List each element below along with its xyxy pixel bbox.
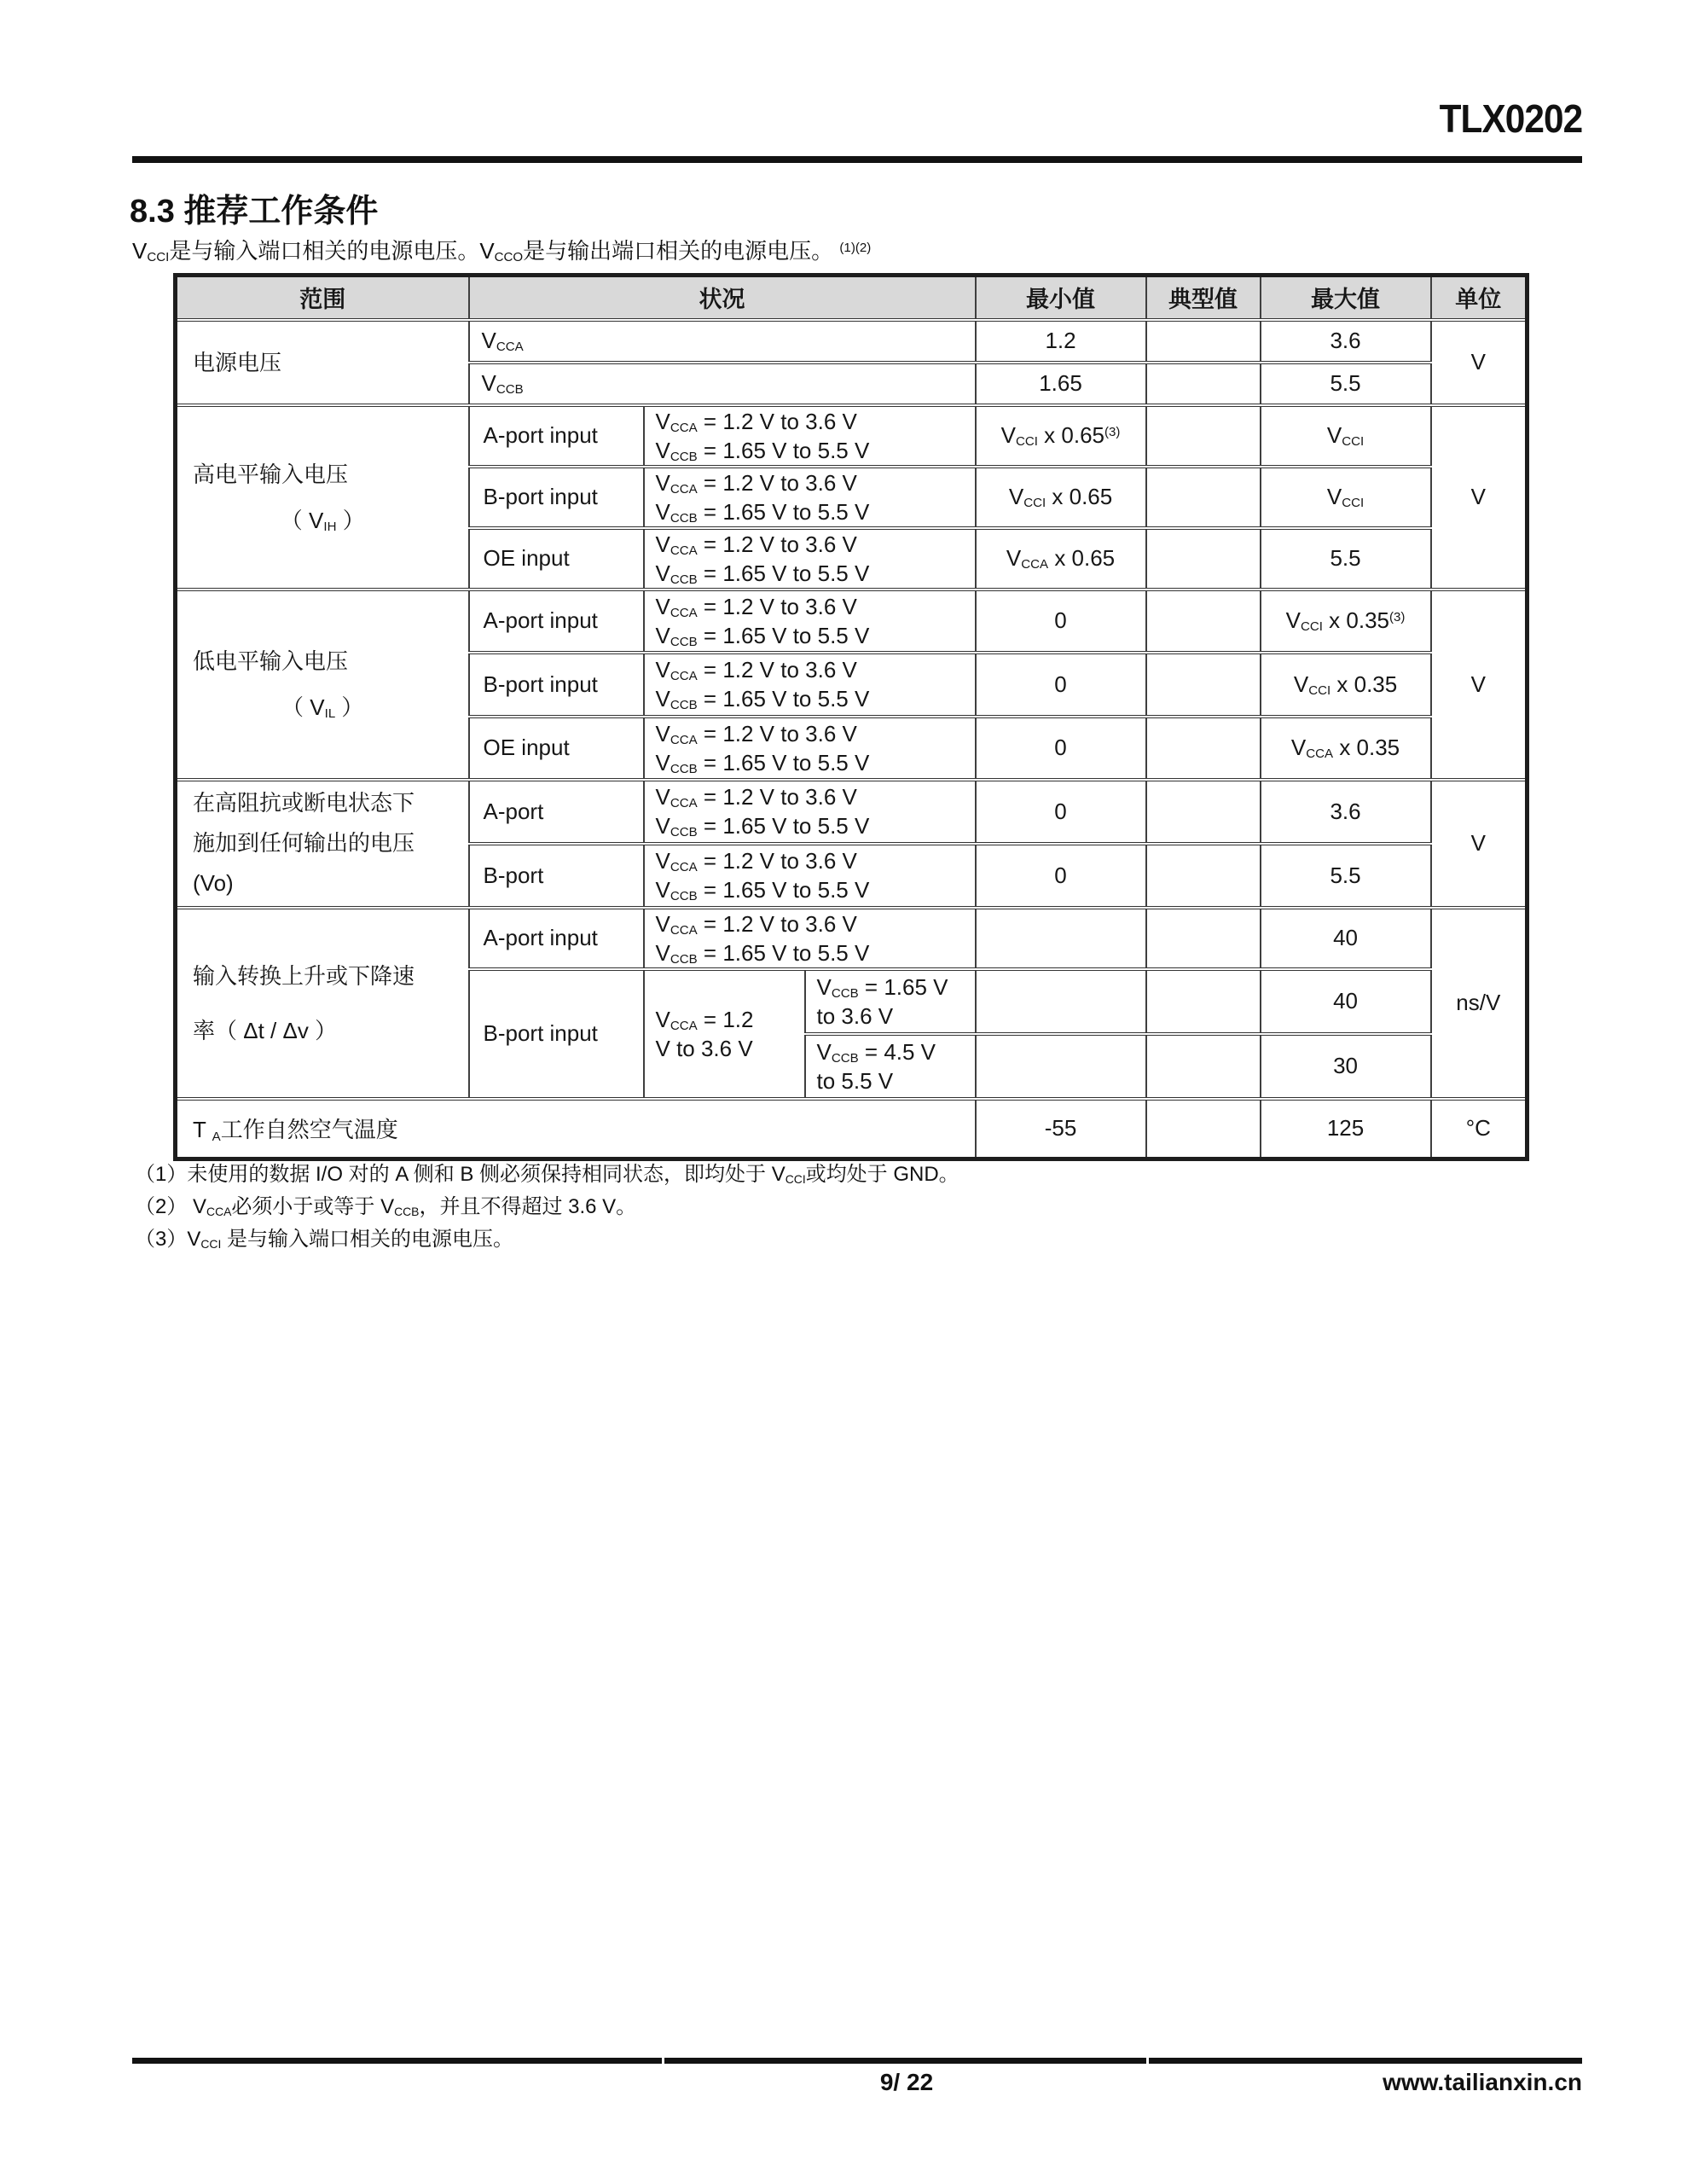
col-header-min: 最小值 xyxy=(976,276,1146,320)
condition-line: $V_{CCB} = 1.65$ V xyxy=(816,973,948,1001)
condition-line: $V_{CCB} = 1.65$ V to 5.5 V xyxy=(655,877,870,904)
typ-cell xyxy=(1146,717,1261,780)
col-header-max: 最大值 xyxy=(1261,276,1431,320)
condition-line: $V_{CCB} = 1.65$ V to 5.5 V xyxy=(655,813,870,840)
max-cell: 3.6 xyxy=(1261,320,1431,363)
port-cell: B-port input xyxy=(469,653,644,717)
table-row xyxy=(176,320,1528,363)
condition-cell: $V_{CCA}$ xyxy=(469,320,976,363)
footnote: （1）未使用的数据 I/O 对的 A 侧和 B 侧必须保持相同状态，即均处于 $V_{CCI}$或均处于 GND。 xyxy=(135,1163,959,1187)
min-cell xyxy=(976,969,1146,1034)
table-row xyxy=(176,908,1528,969)
footnote: （2） $V_{CCA}$必须小于或等于 $V_{CCB}$，并且不得超过 3.6 V。 xyxy=(135,1195,637,1219)
col-header-condition: 状况 xyxy=(469,276,976,320)
typ-cell xyxy=(1146,653,1261,717)
port-cell: OE input xyxy=(469,717,644,780)
table-header-row xyxy=(176,276,1528,320)
unit-cell: V xyxy=(1431,320,1528,405)
range-cell-line: 在高阻抗或断电状态下 xyxy=(193,790,415,816)
condition-line: $V_{CCB} = 1.65$ V to 5.5 V xyxy=(655,437,870,464)
unit-cell: V xyxy=(1431,780,1528,908)
col-header-typ: 典型值 xyxy=(1146,276,1261,320)
condition-line: $V_{CCB} = 1.65$ V to 5.5 V xyxy=(655,749,870,776)
condition-line: $V_{CCA} = 1.2$ V to 3.6 V xyxy=(655,657,857,684)
min-cell xyxy=(976,908,1146,969)
section-title: 8.3 推荐工作条件 xyxy=(130,194,379,229)
min-cell: 0 xyxy=(976,653,1146,717)
typ-cell xyxy=(1146,844,1261,908)
max-cell: 5.5 xyxy=(1261,528,1431,590)
typ-cell xyxy=(1146,528,1261,590)
col-header-unit: 单位 xyxy=(1431,276,1528,320)
condition-line: $V_{CCA} = 1.2$ V to 3.6 V xyxy=(655,531,857,558)
port-cell: B-port input xyxy=(469,467,644,528)
max-cell: 30 xyxy=(1261,1034,1431,1099)
range-cell: 电源电压 xyxy=(193,349,282,375)
max-cell: 3.6 xyxy=(1261,780,1431,844)
condition-line: V to 3.6 V xyxy=(655,1035,753,1061)
min-cell: $V_{CCA}$ x 0.65 xyxy=(976,528,1146,590)
range-cell-line: 率（ Δt / Δv ） xyxy=(193,1017,338,1043)
max-cell: $V_{CCI}$ xyxy=(1261,405,1431,467)
table-row xyxy=(176,780,1528,844)
unit-cell: V xyxy=(1431,590,1528,780)
typ-cell xyxy=(1146,1099,1261,1159)
condition-line: $V_{CCA} = 1.2$ xyxy=(655,1006,754,1033)
min-cell: 1.2 xyxy=(976,320,1146,363)
range-cell-line: 施加到任何输出的电压 xyxy=(193,830,415,856)
intro-text: $V_{CCI}$是与输入端口相关的电源电压。$V_{CCO}$是与输出端口相关的电源电压。 $^{(1)(2)}$ xyxy=(132,238,872,265)
typ-cell xyxy=(1146,969,1261,1034)
min-cell: -55 xyxy=(976,1099,1146,1159)
min-cell: 0 xyxy=(976,844,1146,908)
range-cell-line: 高电平输入电压 xyxy=(193,461,349,487)
typ-cell xyxy=(1146,320,1261,363)
range-cell: T $_A$工作自然空气温度 xyxy=(176,1099,976,1159)
condition-line: $V_{CCB} = 1.65$ V to 5.5 V xyxy=(655,560,870,587)
port-cell: B-port xyxy=(469,844,644,908)
range-cell-line: (Vo) xyxy=(193,870,234,896)
condition-line: $V_{CCA} = 1.2$ V to 3.6 V xyxy=(655,910,857,938)
condition-line: $V_{CCB} = 1.65$ V to 5.5 V xyxy=(655,622,870,649)
condition-line: $V_{CCA} = 1.2$ V to 3.6 V xyxy=(655,469,857,497)
condition-line: $V_{CCA} = 1.2$ V to 3.6 V xyxy=(655,848,857,875)
min-cell: 0 xyxy=(976,590,1146,653)
condition-line: $V_{CCA} = 1.2$ V to 3.6 V xyxy=(655,784,857,811)
unit-cell: ns/V xyxy=(1431,908,1528,1099)
port-cell: A-port xyxy=(469,780,644,844)
unit-cell: V xyxy=(1431,405,1528,590)
max-cell: $V_{CCI}$ x 0.35$^{(3)}$ xyxy=(1261,590,1431,653)
condition-line: $V_{CCA} = 1.2$ V to 3.6 V xyxy=(655,593,857,620)
footnotes xyxy=(135,1159,959,1256)
condition-cell: $V_{CCB}$ xyxy=(469,363,976,405)
port-cell: A-port input xyxy=(469,405,644,467)
typ-cell xyxy=(1146,780,1261,844)
condition-line: $V_{CCA} = 1.2$ V to 3.6 V xyxy=(655,408,857,435)
min-cell: 0 xyxy=(976,780,1146,844)
range-cell-line: （ $V_{IH}$ ） xyxy=(280,507,365,534)
col-header-range: 范围 xyxy=(176,276,469,320)
max-cell: $V_{CCI}$ x 0.35 xyxy=(1261,653,1431,717)
footer-rule xyxy=(132,2058,1582,2064)
recommended-operating-conditions-table xyxy=(173,273,1529,1161)
condition-line: to 3.6 V xyxy=(816,1002,894,1029)
range-cell-line: 输入转换上升或下降速 xyxy=(193,962,415,989)
min-cell: 1.65 xyxy=(976,363,1146,405)
page-footer xyxy=(132,2058,1582,2096)
max-cell: $V_{CCI}$ xyxy=(1261,467,1431,528)
table-row xyxy=(176,405,1528,467)
min-cell: $V_{CCI}$ x 0.65 xyxy=(976,467,1146,528)
min-cell: $V_{CCI}$ x 0.65$^{(3)}$ xyxy=(976,405,1146,467)
header-rule xyxy=(132,156,1582,163)
condition-line: $V_{CCB} = 1.65$ V to 5.5 V xyxy=(655,686,870,713)
port-cell: A-port input xyxy=(469,590,644,653)
condition-line: to 5.5 V xyxy=(816,1067,894,1094)
doc-number: TLX0202 xyxy=(1439,96,1582,141)
condition-line: $V_{CCB} = 1.65$ V to 5.5 V xyxy=(655,498,870,526)
recommended-operating-conditions-table-wrap xyxy=(173,273,1529,1161)
condition-line: $V_{CCA} = 1.2$ V to 3.6 V xyxy=(655,720,857,747)
port-cell: B-port input xyxy=(469,969,644,1099)
range-cell-line: （ $V_{IL}$ ） xyxy=(281,694,364,722)
typ-cell xyxy=(1146,908,1261,969)
typ-cell xyxy=(1146,590,1261,653)
condition-line: $V_{CCB} = 1.65$ V to 5.5 V xyxy=(655,939,870,967)
max-cell: 40 xyxy=(1261,908,1431,969)
max-cell: 125 xyxy=(1261,1099,1431,1159)
min-cell: 0 xyxy=(976,717,1146,780)
range-cell-line: 低电平输入电压 xyxy=(193,648,349,674)
table-row xyxy=(176,590,1528,653)
website-text: www.tailianxin.cn xyxy=(1383,2069,1582,2095)
table-row xyxy=(176,1099,1528,1159)
typ-cell xyxy=(1146,467,1261,528)
unit-cell: °C xyxy=(1431,1099,1528,1159)
max-cell: 40 xyxy=(1261,969,1431,1034)
page-indicator: 9/ 22 xyxy=(879,2069,934,2095)
footnote: $(3)V_{CCI}$ 是与输入端口相关的电源电压。 xyxy=(135,1228,513,1252)
condition-line: $V_{CCB} = 4.5$ V xyxy=(816,1038,936,1066)
port-cell: A-port input xyxy=(469,908,644,969)
min-cell xyxy=(976,1034,1146,1099)
typ-cell xyxy=(1146,1034,1261,1099)
max-cell: 5.5 xyxy=(1261,844,1431,908)
typ-cell xyxy=(1146,405,1261,467)
typ-cell xyxy=(1146,363,1261,405)
port-cell: OE input xyxy=(469,528,644,590)
max-cell: $V_{CCA}$ x 0.35 xyxy=(1261,717,1431,780)
max-cell: 5.5 xyxy=(1261,363,1431,405)
